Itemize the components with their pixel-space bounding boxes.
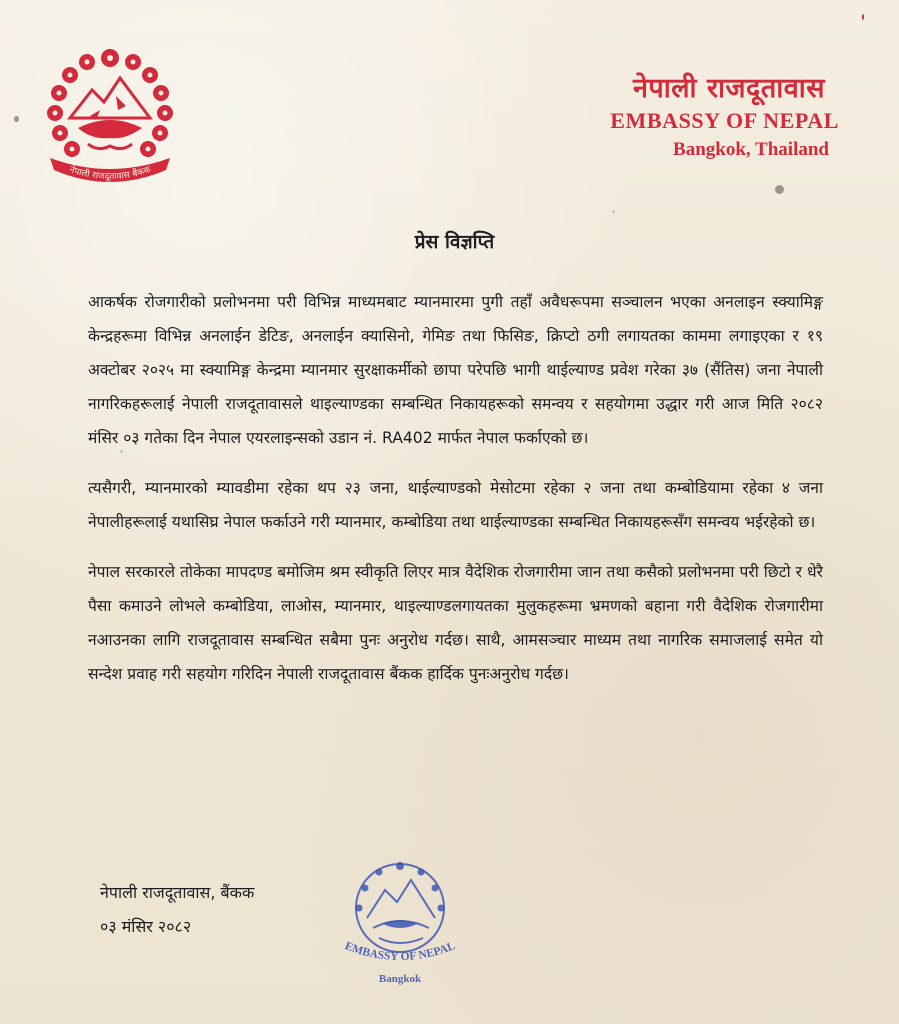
stamp-text: EMBASSY OF NEPAL <box>343 940 457 964</box>
embassy-name-english: EMBASSY OF NEPAL <box>610 108 839 133</box>
paper-speck <box>14 116 19 122</box>
signature-office: नेपाली राजदूतावास, बैंकक <box>100 883 255 902</box>
press-release-body <box>88 285 823 707</box>
paper-speck <box>612 210 615 213</box>
embassy-header <box>499 72 839 164</box>
embassy-name-nepali: नेपाली राजदूतावास <box>632 73 825 104</box>
page-title: प्रेस विज्ञप्ति <box>414 231 495 253</box>
embassy-location: Bangkok, Thailand <box>673 139 829 160</box>
embassy-stamp-icon <box>335 852 465 992</box>
svg-text:नेपाली राजदूतावास बैंकक: नेपाली राजदूतावास बैंकक <box>67 164 153 183</box>
signature-block <box>100 876 254 944</box>
stamp-city: Bangkok <box>378 973 422 985</box>
paper-speck <box>775 185 784 194</box>
nepal-emblem-icon <box>30 40 190 190</box>
signature-date: ०३ मंसिर २०८२ <box>100 917 192 936</box>
paragraph-3: नेपाल सरकारले तोकेका मापदण्ड बमोजिम श्रम स्वीकृति लिएर मात्र वैदेशिक रोजगारीमा जान तथा कसैको प्रलोभनमा परी छिटो र धेरै पैसा कमाउने लोभले कम्बोडिया, लाओस, म्यानमार, थाइल्याण्डलगायतका मुलुकहरूमा भ्रमणको बहाना गरी वैदेशिक रोजगारीमा नआउनका लागि राजदूतावास सम्बन्धित सबैमा पुनः अनुरोध गर्दछ। साथै, आमसञ्चार माध्यम तथा नागरिक समाजलाई समेत यो सन्देश प्रवाह गरी सहयोग गरिदिन नेपाली राजदूतावास बैंकक हार्दिक पुनःअनुरोध गर्दछ। <box>88 563 823 683</box>
paragraph-2: त्यसैगरी, म्यानमारको म्यावडीमा रहेका थप २३ जना, थाईल्याण्डको मेसोटमा रहेका २ जना तथा कम्बोडियामा रहेका ४ जना नेपालीहरूलाई यथासिघ्र नेपाल फर्काउने गरी म्यानमार, कम्बोडिया तथा थाईल्याण्डका सम्बन्धित निकायहरूसँग समन्वय भईरहेको छ। <box>88 479 823 531</box>
paper-speck <box>862 14 864 20</box>
paragraph-1: आकर्षक रोजगारीको प्रलोभनमा परी विभिन्न माध्यमबाट म्यानमारमा पुगी तहाँ अवैधरूपमा सञ्चालन भएका अनलाइन स्क्यामिङ्ग केन्द्रहरूमा विभिन्न अनलाईन डेटिङ, अनलाईन क्यासिनो, गेमिङ तथा फिसिङ, क्रिप्टो ठगी लगायतका काममा लगाइएका र १९ अक्टोबर २०२५ मा स्क्यामिङ्ग केन्द्रमा म्यानमार सुरक्षाकर्मीको छापा परेपछि भागी थाईल्याण्ड प्रवेश गरेका ३७ (सैंतिस) जना नेपाली नागरिकहरूलाई नेपाली राजदूतावासले थाइल्याण्डका सम्बन्धित निकायहरूको समन्वय र सहयोगमा उद्धार गरी आज मिति २०८२ मंसिर ०३ गतेका दिन नेपाल एयरलाइन्सको उडान नं. RA402 मार्फत नेपाल फर्काएको छ। <box>88 293 823 447</box>
